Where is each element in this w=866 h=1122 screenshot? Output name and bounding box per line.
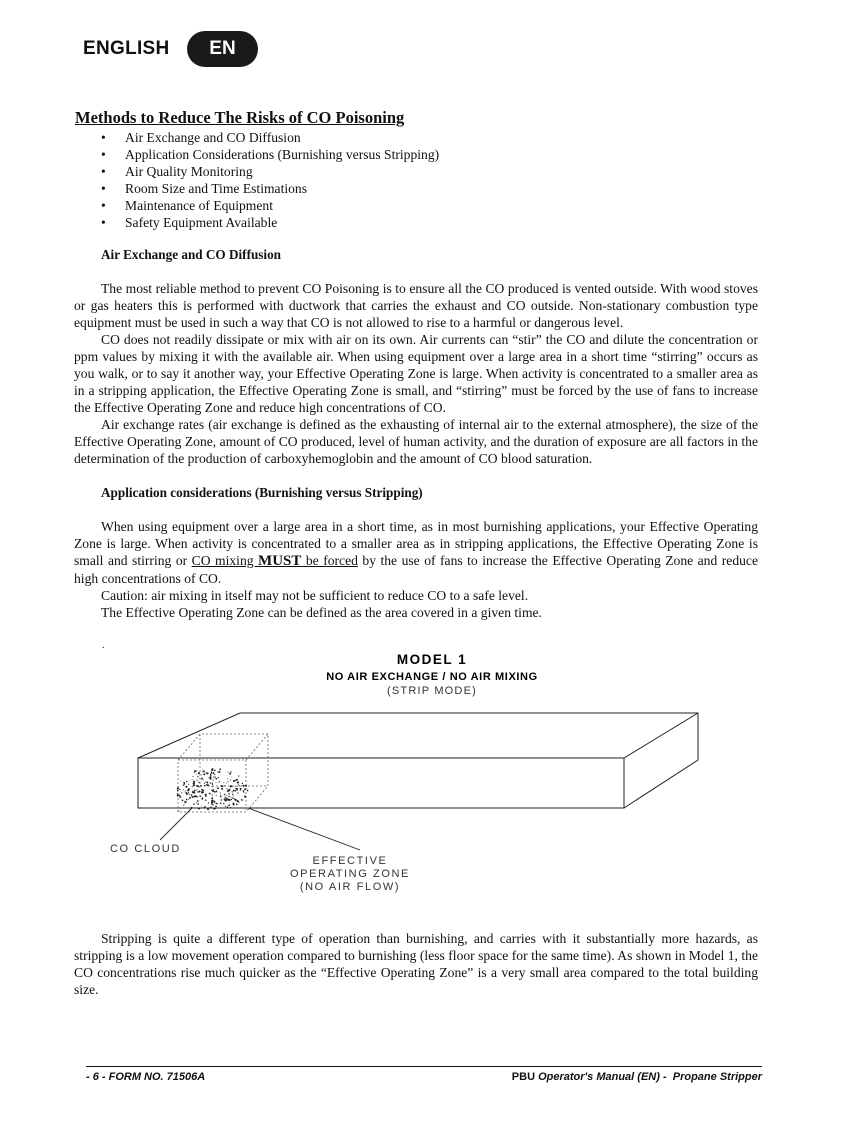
co-particle xyxy=(213,789,214,790)
co-particle xyxy=(183,789,184,790)
co-particle xyxy=(186,799,188,801)
co-particle xyxy=(226,783,227,784)
co-particle xyxy=(204,806,206,808)
co-particle xyxy=(212,768,214,770)
co-particle xyxy=(213,776,214,777)
co-particle xyxy=(228,796,229,797)
co-particle xyxy=(238,784,239,785)
co-particle xyxy=(225,797,226,798)
co-particle xyxy=(214,801,215,802)
paragraph: Air exchange rates (air exchange is defined as the exhausting of internal air to the external atmosphere), the size of the Effective Operating Zone, amount of CO produced, level of human activity, and the duration of exposure are all factors in the determination of the production of carboxyhemoglobin and the amount of CO blood saturation. xyxy=(74,417,758,466)
co-particle xyxy=(207,784,209,786)
co-particle xyxy=(220,792,221,793)
co-particle xyxy=(192,787,193,788)
co-particle xyxy=(237,792,238,793)
co-particle xyxy=(198,782,199,783)
co-particle xyxy=(212,786,213,787)
co-particle xyxy=(181,792,182,793)
co-particle xyxy=(183,784,185,786)
co-particle xyxy=(235,786,236,787)
co-particle xyxy=(192,779,193,780)
closing-section xyxy=(74,930,758,998)
co-particle xyxy=(235,799,237,801)
language-badge: EN xyxy=(187,31,258,67)
co-particle xyxy=(192,791,194,793)
co-particle xyxy=(177,787,179,789)
stray-dot: . xyxy=(102,640,105,651)
co-particle xyxy=(211,801,213,803)
co-particle xyxy=(212,794,213,795)
co-particle xyxy=(198,776,199,777)
co-particle xyxy=(197,776,198,777)
co-particle xyxy=(191,794,193,796)
co-particle xyxy=(215,778,217,780)
co-particle xyxy=(225,805,226,806)
co-particle xyxy=(227,799,229,801)
co-particle xyxy=(237,781,239,783)
co-particle xyxy=(228,793,230,795)
co-particle xyxy=(234,790,236,792)
co-particle xyxy=(228,789,230,791)
co-particle xyxy=(185,791,186,792)
co-particle xyxy=(205,781,206,782)
co-particle xyxy=(183,782,185,784)
caution-text: Caution: air mixing in itself may not be sufficient to reduce CO to a safe level. xyxy=(101,588,529,603)
co-particle xyxy=(180,781,181,782)
co-particle xyxy=(244,788,246,790)
co-particle xyxy=(205,795,207,797)
co-particle xyxy=(220,802,222,804)
co-particle xyxy=(219,781,220,782)
co-particle xyxy=(209,793,210,794)
co-particle xyxy=(208,802,209,803)
co-particle xyxy=(221,796,222,797)
co-particle xyxy=(224,798,226,800)
co-particle xyxy=(240,790,241,791)
co-particle xyxy=(228,804,230,806)
co-particle xyxy=(177,789,179,791)
zone-label-line2: OPERATING ZONE xyxy=(290,868,410,880)
main-content xyxy=(74,108,758,621)
co-particle xyxy=(199,791,201,793)
co-particle xyxy=(198,807,200,809)
co-particle xyxy=(198,772,200,774)
co-particle xyxy=(196,774,197,775)
list-item: • Room Size and Time Estimations xyxy=(125,180,758,197)
co-particle xyxy=(220,795,221,796)
list-item: • Maintenance of Equipment xyxy=(125,197,758,214)
co-particle xyxy=(192,786,193,787)
co-particle xyxy=(227,798,228,799)
list-item: • Air Exchange and CO Diffusion xyxy=(125,129,758,146)
co-particle xyxy=(217,771,218,772)
co-particle xyxy=(194,772,195,773)
operating-zone-cube xyxy=(178,734,268,812)
co-cloud-label: CO CLOUD xyxy=(110,843,181,855)
co-particle xyxy=(221,788,223,790)
co-particle xyxy=(185,792,187,794)
co-particle xyxy=(216,790,217,791)
co-particle xyxy=(247,790,249,792)
co-particle xyxy=(208,777,209,778)
figure-subtitle: NO AIR EXCHANGE / NO AIR MIXING xyxy=(326,671,538,683)
co-particle xyxy=(212,779,213,780)
co-particle xyxy=(194,790,196,792)
co-particle xyxy=(230,771,231,772)
co-particle xyxy=(211,798,212,799)
co-cloud-leader xyxy=(160,808,192,840)
co-particle xyxy=(228,772,229,773)
co-particle xyxy=(193,803,195,805)
zone-label-line1: EFFECTIVE xyxy=(312,855,388,867)
co-particle xyxy=(188,792,189,793)
co-particle xyxy=(204,783,205,784)
co-particle xyxy=(209,776,211,778)
co-particle xyxy=(227,779,228,780)
co-particle xyxy=(244,796,246,798)
co-particle xyxy=(227,788,228,789)
co-particle xyxy=(230,788,231,789)
co-particle xyxy=(242,785,244,787)
co-particle xyxy=(201,789,203,791)
section-heading-air-exchange: Air Exchange and CO Diffusion xyxy=(101,247,282,262)
co-particle xyxy=(177,793,179,795)
co-particle xyxy=(228,791,229,792)
co-particle xyxy=(239,785,240,786)
co-particle xyxy=(237,786,238,787)
co-particle xyxy=(179,789,180,790)
co-particle xyxy=(236,779,238,781)
co-particle xyxy=(179,796,181,798)
co-particle xyxy=(210,807,211,808)
co-particle xyxy=(230,797,231,798)
co-particle xyxy=(231,799,232,800)
co-particle xyxy=(223,782,224,783)
co-particle xyxy=(213,800,214,801)
co-particle xyxy=(212,783,213,784)
co-particle xyxy=(210,782,211,783)
co-particle xyxy=(216,782,217,783)
section-heading-application: Application considerations (Burnishing versus Stripping) xyxy=(101,485,423,500)
co-particle xyxy=(230,779,231,780)
page-title: Methods to Reduce The Risks of CO Poisoning xyxy=(75,108,405,127)
co-particle xyxy=(201,777,203,779)
paragraph: The most reliable method to prevent CO Poisoning is to ensure all the CO produced is vented outside. With wood stoves or gas heaters this is performed with ductwork that carries the exhaust and CO outside. Non-stationary combustion type equipment must be used in such a way that CO is not allowed to rise to a harmful or dangerous level. xyxy=(74,281,758,330)
co-particle xyxy=(184,801,185,802)
co-particle xyxy=(186,781,187,782)
co-particle xyxy=(194,795,196,797)
zone-leader xyxy=(248,808,360,850)
co-particle xyxy=(223,803,224,804)
co-particle xyxy=(226,798,227,799)
co-particle xyxy=(218,771,220,773)
methods-list xyxy=(74,129,758,231)
co-particle xyxy=(193,781,195,783)
co-particle xyxy=(236,803,238,805)
co-particle xyxy=(226,795,227,796)
co-particle xyxy=(202,779,203,780)
co-particle xyxy=(213,808,215,810)
co-particle xyxy=(224,785,225,786)
zone-label-line3: (NO AIR FLOW) xyxy=(299,881,401,893)
co-particle xyxy=(179,795,180,796)
co-particle xyxy=(188,784,189,785)
co-particle xyxy=(202,771,203,772)
co-particle xyxy=(200,785,202,787)
building-box xyxy=(138,713,698,808)
co-particle xyxy=(243,791,244,792)
co-particle xyxy=(216,803,218,805)
footer-divider xyxy=(86,1066,762,1067)
co-particle xyxy=(242,783,243,784)
co-particle xyxy=(233,780,235,782)
co-particle xyxy=(245,785,246,786)
co-particle xyxy=(231,776,232,777)
co-particle xyxy=(239,802,240,803)
figure-title: MODEL 1 xyxy=(396,652,468,667)
co-particle xyxy=(236,788,238,790)
co-particle xyxy=(211,803,213,805)
co-particle xyxy=(230,785,232,787)
co-particle xyxy=(217,787,219,789)
co-particle xyxy=(196,780,197,781)
co-particle xyxy=(215,806,217,808)
co-particle xyxy=(224,800,225,801)
co-particle xyxy=(202,790,203,791)
co-particle xyxy=(217,777,218,778)
co-particle xyxy=(188,788,190,790)
co-particle xyxy=(233,804,235,806)
co-particle xyxy=(193,790,194,791)
co-particle xyxy=(228,781,229,782)
figure-mode: (STRIP MODE) xyxy=(387,685,477,697)
co-particle xyxy=(221,799,222,800)
co-particle xyxy=(241,788,242,789)
co-particle xyxy=(213,772,215,774)
co-particle xyxy=(202,797,203,798)
co-particle xyxy=(238,775,239,776)
co-particle xyxy=(205,799,207,801)
co-particle xyxy=(237,800,239,802)
co-particle xyxy=(204,785,205,786)
co-particle xyxy=(196,802,197,803)
co-particle xyxy=(216,791,218,793)
co-particle xyxy=(224,794,225,795)
co-particle xyxy=(197,803,199,805)
co-particle xyxy=(214,776,215,777)
co-particle xyxy=(201,774,202,775)
co-particle xyxy=(203,770,205,772)
co-particle xyxy=(214,791,216,793)
footer-form-number: - 6 - FORM NO. 71506A xyxy=(86,1071,206,1083)
list-item: • Air Quality Monitoring xyxy=(125,163,758,180)
list-item: • Application Considerations (Burnishing versus Stripping) xyxy=(125,146,758,163)
co-particle xyxy=(206,772,208,774)
co-particle xyxy=(206,782,208,784)
co-particle xyxy=(214,774,215,775)
co-particle xyxy=(242,800,243,801)
co-particle xyxy=(211,772,213,774)
co-particle xyxy=(203,773,205,775)
model-1-diagram xyxy=(100,640,700,912)
co-particle xyxy=(216,795,217,796)
co-particle xyxy=(194,784,195,785)
language-label: ENGLISH xyxy=(83,38,170,59)
co-particle xyxy=(212,784,213,785)
diagram-svg xyxy=(100,640,700,912)
co-particle xyxy=(233,798,234,799)
footer-manual-title: PBU Operator's Manual (EN) - Propane Stripper xyxy=(511,1071,762,1083)
co-particle xyxy=(196,770,197,771)
paragraph: CO does not readily dissipate or mix with air on its own. Air currents can “stir” the CO and dilute the concentration or ppm values by mixing it with the available air. When using equipment over a large area in a short time “stirring” occurs as you walk, or to say it another way, your Effective Operating Zone is large. When activity is concentrated to a smaller area as in a stripping application, the Effective Operating Zone is small, and “stirring” must be forced by the use of fans to increase the Effective Operating Zone and reduce high concentrations of CO. xyxy=(74,332,758,415)
co-particle xyxy=(211,789,212,790)
co-particle xyxy=(215,803,216,804)
co-particle xyxy=(194,770,196,772)
co-particle xyxy=(197,800,199,802)
co-particle xyxy=(233,796,234,797)
co-particle xyxy=(229,773,231,775)
co-particle xyxy=(232,791,233,792)
co-particle xyxy=(215,808,216,809)
co-particle xyxy=(232,794,233,795)
co-particle xyxy=(210,773,212,775)
co-particle xyxy=(230,807,232,809)
co-particle xyxy=(220,768,221,769)
co-particle xyxy=(197,785,199,787)
co-cloud-speckle xyxy=(177,768,249,810)
list-item: • Safety Equipment Available xyxy=(125,214,758,231)
co-particle xyxy=(192,776,193,777)
co-particle xyxy=(182,800,184,802)
co-particle xyxy=(207,808,209,810)
co-particle xyxy=(222,785,224,787)
paragraph: When using equipment over a large area in a short time, as in most burnishing applications, your Effective Operating Zone is large. When activity is concentrated to a smaller area as in stripping applications, the Effective Operating Zone is small and stirring or CO mixing MUST be forced by the use of fans to increase the Effective Operating Zone and reduce high concentrations of CO. xyxy=(74,519,758,586)
co-particle xyxy=(196,796,198,798)
co-particle xyxy=(202,769,203,770)
co-particle xyxy=(201,806,202,807)
co-particle xyxy=(197,791,198,792)
definition-text: The Effective Operating Zone can be defined as the area covered in a given time. xyxy=(101,605,542,620)
co-particle xyxy=(189,797,191,799)
co-particle xyxy=(185,786,187,788)
co-particle xyxy=(189,794,190,795)
paragraph: Stripping is quite a different type of operation than burnishing, and carries with it substantially more hazards, as stripping is a low movement operation compared to burnishing (less floor space for the same time). As shown in Model 1, the CO concentrations rise much quicker as the “Effective Operating Zone” is a very small area compared to the total building size. xyxy=(74,931,758,997)
co-particle xyxy=(220,796,221,797)
co-particle xyxy=(192,796,194,798)
co-particle xyxy=(235,780,236,781)
co-particle xyxy=(227,806,229,808)
co-particle xyxy=(202,791,204,793)
co-particle xyxy=(214,770,216,772)
co-particle xyxy=(233,790,235,792)
co-particle xyxy=(194,781,195,782)
co-particle xyxy=(232,797,233,798)
co-particle xyxy=(199,795,201,797)
